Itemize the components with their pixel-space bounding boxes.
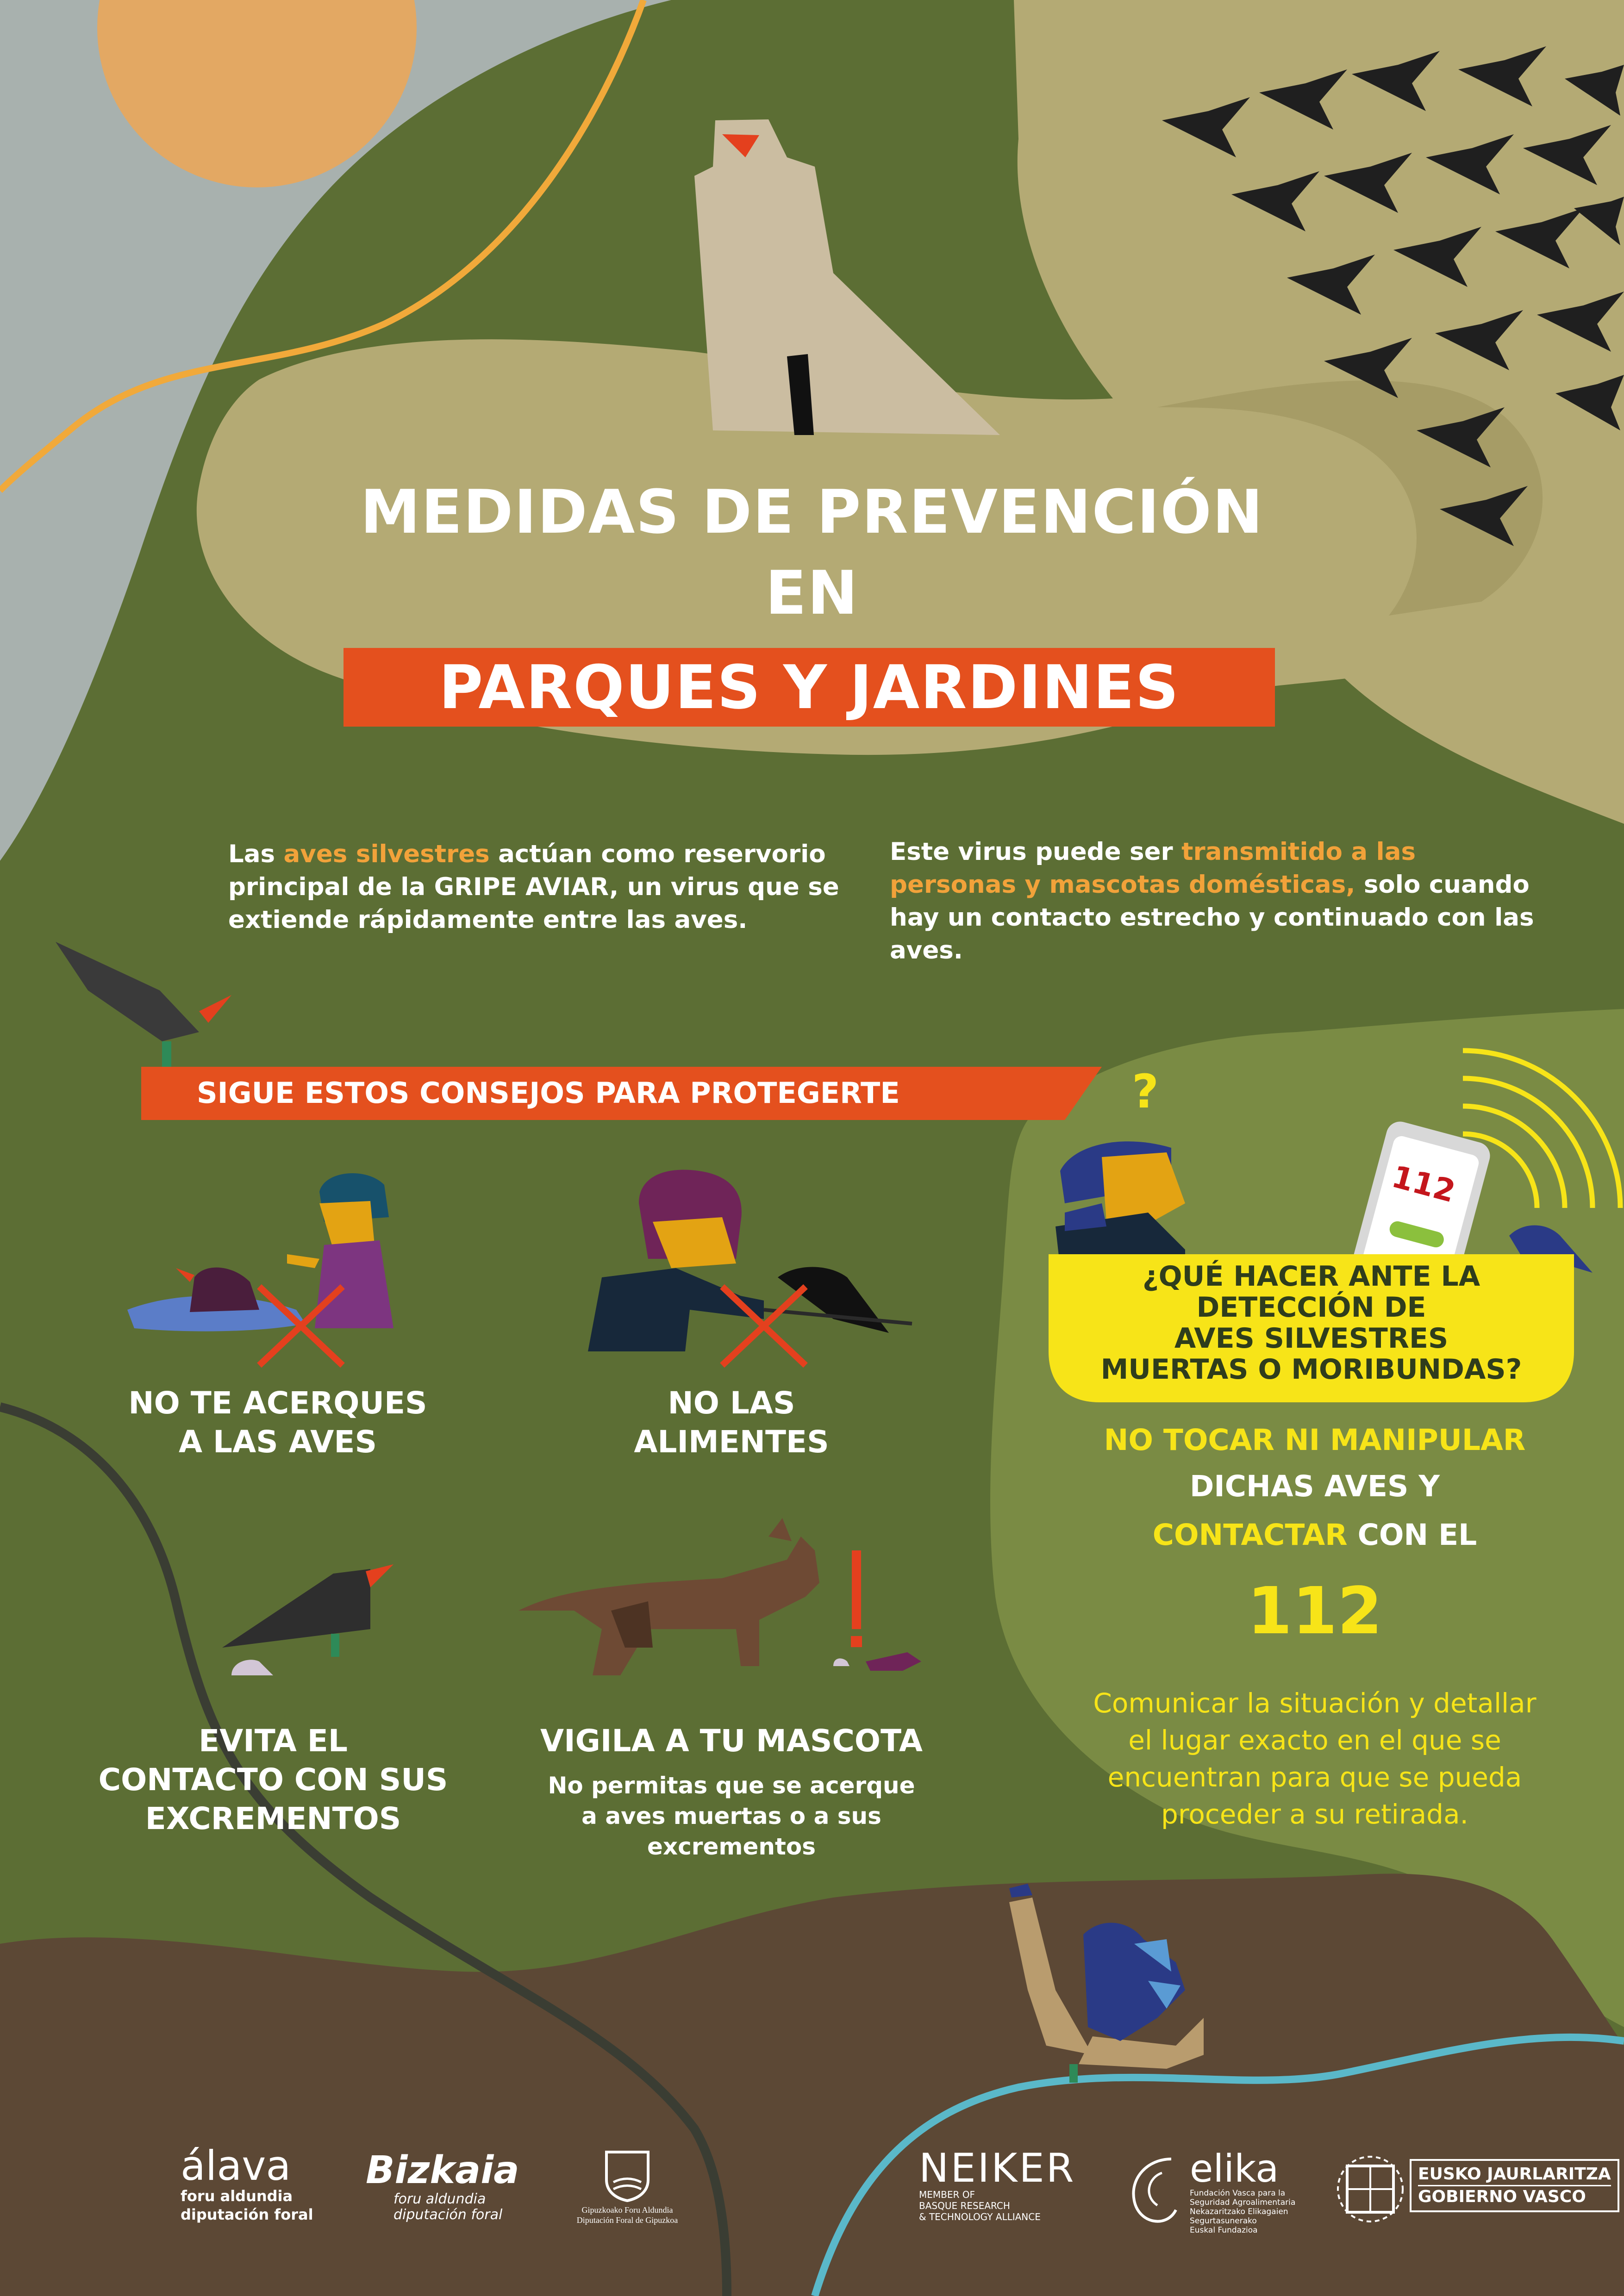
detection-question: ¿QUÉ HACER ANTE LA DETECCIÓN DE AVES SILVESTRES MUERTAS O MORIBUNDAS? <box>1100 1260 1522 1386</box>
logo-gipuzkoa: Gipuzkoako Foru Aldundia Diputación Foral de Gipuzkoa <box>560 2147 694 2225</box>
title-banner <box>344 648 1275 727</box>
tip-label-avoid-droppings: EVITA EL CONTACTO CON SUS EXCREMENTOS <box>98 1723 448 1836</box>
page-title-line1: MEDIDAS DE PREVENCIÓN <box>360 477 1264 547</box>
emergency-number: 112 <box>1247 1574 1383 1649</box>
title-banner-text: PARQUES Y JARDINES <box>439 652 1180 722</box>
elika-swirl-icon <box>1120 2150 1185 2233</box>
intro-right: Este virus puede ser transmitido a las personas y mascotas domésticas, solo cuando hay un contacto estrecho y continuado con las aves. <box>890 838 1534 964</box>
logo-bizkaia: Bizkaia foru aldundia diputación foral <box>366 2148 519 2223</box>
tip-label-watch-pet: VIGILA A TU MASCOTA <box>540 1723 923 1759</box>
detection-line3: CONTACTAR CON EL <box>1152 1518 1477 1552</box>
tip-label-dont-approach: NO TE ACERQUES A LAS AVES <box>128 1385 427 1460</box>
detection-line1: NO TOCAR NI MANIPULAR <box>1104 1423 1526 1457</box>
detection-note: Comunicar la situación y detallar el lugar exacto en el que se encuentran para que se pueda proceder a su retirada. <box>1093 1687 1537 1830</box>
logo-alava: álava foru aldundia diputación foral <box>181 2142 313 2223</box>
logo-gobierno-vasco <box>1336 2154 1619 2212</box>
basque-coat-of-arms-icon <box>1336 2154 1405 2224</box>
gobierno-vasco-box: EUSKO JAURLARITZA GOBIERNO VASCO <box>1410 2159 1619 2212</box>
intro-left: Las aves silvestres actúan como reservorio principal de la GRIPE AVIAR, un virus que se extiende rápidamente entre las aves. <box>228 840 839 934</box>
tip-sublabel-watch-pet: No permitas que se acerque a aves muertas o a sus excrementos <box>548 1772 915 1860</box>
question-mark: ? <box>1132 1064 1159 1119</box>
advice-banner-text: SIGUE ESTOS CONSEJOS PARA PROTEGERTE <box>197 1076 900 1110</box>
detection-line2: DICHAS AVES Y <box>1190 1469 1440 1503</box>
logo-neiker: NEIKER MEMBER OF BASQUE RESEARCH & TECHNOLOGY ALLIANCE <box>919 2145 1076 2222</box>
tip-label-dont-feed: NO LAS ALIMENTES <box>634 1385 829 1460</box>
page-title-line2: EN <box>765 558 859 628</box>
gipuzkoa-shield-icon <box>602 2147 653 2203</box>
phone-screen-number: 112 <box>1388 1158 1459 1210</box>
logo-elika: elika Fundación Vasca para la Seguridad Agroalimentaria Nekazaritzako Elikagaien Segurtasunerako Euskal Fundazioa <box>1120 2150 1295 2235</box>
